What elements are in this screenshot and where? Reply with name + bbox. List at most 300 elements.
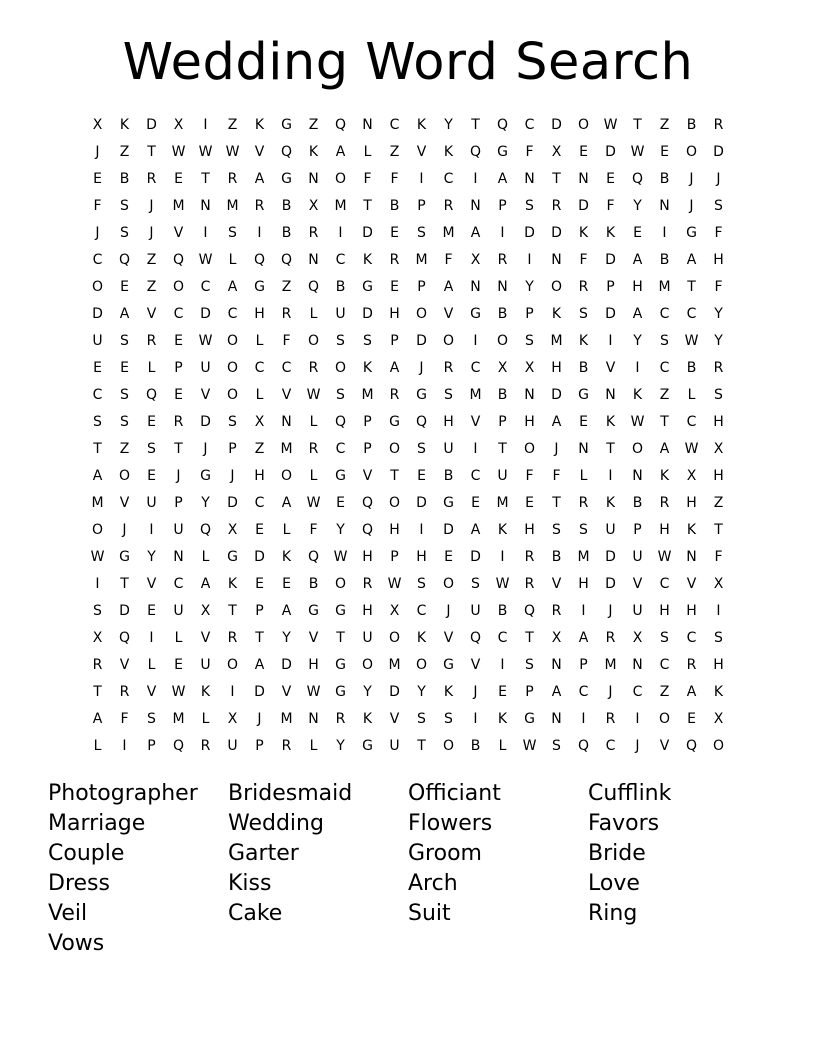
grid-letter: P xyxy=(606,279,615,295)
word-list-item: Cufflink xyxy=(588,781,672,806)
grid-letter: C xyxy=(200,279,211,295)
grid-letter: X xyxy=(173,117,184,133)
grid-letter: O xyxy=(226,387,239,403)
grid-letter: I xyxy=(230,684,235,700)
grid-letter: V xyxy=(146,576,157,592)
grid-letter: K xyxy=(713,684,724,700)
grid-letter: C xyxy=(389,117,400,133)
grid-letter: B xyxy=(497,387,508,403)
grid-letter: B xyxy=(389,198,400,214)
grid-letter: P xyxy=(255,603,264,619)
grid-letter: N xyxy=(551,711,562,727)
grid-letter: W xyxy=(171,684,186,700)
grid-letter: C xyxy=(686,306,697,322)
grid-letter: H xyxy=(524,522,535,538)
grid-letter: F xyxy=(93,198,102,214)
page-title: Wedding Word Search xyxy=(122,33,694,92)
grid-letter: A xyxy=(200,576,211,592)
word-list-item: Couple xyxy=(48,841,125,866)
grid-letter: N xyxy=(605,387,616,403)
grid-letter: K xyxy=(119,117,130,133)
grid-letter: E xyxy=(255,522,264,538)
grid-letter: R xyxy=(281,306,292,322)
grid-letter: G xyxy=(443,657,454,673)
grid-letter: V xyxy=(200,630,211,646)
grid-letter: U xyxy=(470,603,481,619)
grid-letter: D xyxy=(524,225,535,241)
grid-letter: W xyxy=(225,144,240,160)
grid-letter: C xyxy=(335,441,346,457)
grid-letter: S xyxy=(120,414,129,430)
grid-letter: R xyxy=(605,711,616,727)
grid-letter: Q xyxy=(118,630,131,646)
word-list-item: Ring xyxy=(588,901,638,926)
grid-letter: Q xyxy=(145,387,158,403)
grid-letter: L xyxy=(687,387,696,403)
grid-letter: P xyxy=(498,414,507,430)
grid-letter: Q xyxy=(253,252,266,268)
grid-letter: N xyxy=(308,711,319,727)
grid-letter: O xyxy=(388,495,401,511)
grid-letter: S xyxy=(444,387,453,403)
grid-letter: L xyxy=(255,387,264,403)
grid-letter: Z xyxy=(659,387,670,403)
grid-letter: K xyxy=(551,306,562,322)
grid-letter: D xyxy=(605,576,616,592)
grid-letter: K xyxy=(443,144,454,160)
grid-letter: M xyxy=(91,495,104,511)
grid-letter: P xyxy=(390,549,399,565)
grid-letter: Q xyxy=(469,630,482,646)
grid-letter: P xyxy=(525,684,534,700)
grid-letter: H xyxy=(389,522,400,538)
grid-letter: S xyxy=(660,333,669,349)
grid-letter: O xyxy=(334,171,347,187)
grid-letter: G xyxy=(254,279,265,295)
grid-letter: J xyxy=(203,441,208,457)
word-list-item: Garter xyxy=(228,841,299,866)
grid-letter: P xyxy=(579,657,588,673)
grid-letter: M xyxy=(496,495,509,511)
grid-letter: H xyxy=(632,279,643,295)
grid-letter: H xyxy=(362,549,373,565)
grid-letter: J xyxy=(446,603,451,619)
grid-row xyxy=(84,490,732,517)
grid-letter: D xyxy=(254,684,265,700)
grid-letter: B xyxy=(443,468,454,484)
grid-letter: R xyxy=(119,684,130,700)
grid-letter: R xyxy=(443,360,454,376)
grid-letter: F xyxy=(714,225,723,241)
word-list-item: Marriage xyxy=(48,811,146,836)
grid-letter: S xyxy=(228,414,237,430)
grid-letter: E xyxy=(174,333,183,349)
grid-letter: O xyxy=(226,333,239,349)
grid-letter: Q xyxy=(469,144,482,160)
grid-letter: A xyxy=(686,252,697,268)
grid-letter: N xyxy=(308,171,319,187)
grid-letter: C xyxy=(659,576,670,592)
grid-letter: M xyxy=(442,225,455,241)
grid-letter: O xyxy=(496,333,509,349)
grid-letter: S xyxy=(120,387,129,403)
grid-letter: X xyxy=(254,414,265,430)
grid-letter: J xyxy=(95,144,100,160)
grid-letter: C xyxy=(497,630,508,646)
grid-letter: C xyxy=(524,117,535,133)
word-list-item: Bride xyxy=(588,841,646,866)
grid-letter: A xyxy=(281,603,292,619)
grid-letter: R xyxy=(551,603,562,619)
grid-letter: M xyxy=(172,711,185,727)
grid-letter: V xyxy=(659,738,670,754)
grid-letter: P xyxy=(498,198,507,214)
grid-letter: E xyxy=(471,495,480,511)
grid-letter: D xyxy=(227,495,238,511)
grid-letter: U xyxy=(146,495,157,511)
grid-letter: A xyxy=(92,468,103,484)
grid-letter: E xyxy=(336,495,345,511)
grid-letter: O xyxy=(226,657,239,673)
grid-letter: A xyxy=(632,306,643,322)
word-list-item: Veil xyxy=(48,901,88,926)
grid-letter: K xyxy=(362,252,373,268)
grid-letter: G xyxy=(686,225,697,241)
grid-letter: X xyxy=(713,576,724,592)
grid-letter: Q xyxy=(280,252,293,268)
grid-letter: I xyxy=(203,117,208,133)
grid-letter: I xyxy=(608,333,613,349)
grid-letter: A xyxy=(92,711,103,727)
grid-letter: N xyxy=(362,117,373,133)
grid-letter: C xyxy=(92,252,103,268)
grid-letter: L xyxy=(309,738,318,754)
letter-grid xyxy=(84,112,732,760)
grid-letter: K xyxy=(416,117,427,133)
grid-letter: C xyxy=(227,306,238,322)
grid-letter: J xyxy=(716,171,721,187)
grid-letter: E xyxy=(633,225,642,241)
grid-letter: Y xyxy=(336,738,345,754)
grid-letter: L xyxy=(255,333,264,349)
grid-letter: S xyxy=(120,198,129,214)
grid-letter: B xyxy=(308,576,319,592)
grid-letter: W xyxy=(657,549,672,565)
grid-letter: L xyxy=(309,468,318,484)
grid-letter: K xyxy=(200,684,211,700)
grid-letter: R xyxy=(659,495,670,511)
grid-letter: W xyxy=(306,495,321,511)
grid-letter: X xyxy=(308,198,319,214)
grid-letter: O xyxy=(415,306,428,322)
grid-letter: Q xyxy=(415,414,428,430)
grid-letter: W xyxy=(630,414,645,430)
grid-letter: H xyxy=(659,603,670,619)
grid-letter: K xyxy=(362,360,373,376)
grid-letter: D xyxy=(119,603,130,619)
grid-letter: B xyxy=(470,738,481,754)
grid-letter: E xyxy=(147,468,156,484)
grid-letter: Q xyxy=(199,522,212,538)
grid-letter: M xyxy=(334,198,347,214)
grid-row xyxy=(84,166,732,193)
grid-letter: T xyxy=(660,414,669,430)
grid-letter: K xyxy=(497,522,508,538)
grid-letter: O xyxy=(388,630,401,646)
grid-letter: F xyxy=(714,279,723,295)
grid-letter: V xyxy=(389,711,400,727)
word-list-item: Vows xyxy=(48,931,105,956)
grid-letter: S xyxy=(471,576,480,592)
grid-letter: C xyxy=(659,306,670,322)
grid-letter: J xyxy=(257,711,262,727)
grid-letter: G xyxy=(335,684,346,700)
word-list-item: Kiss xyxy=(228,871,272,896)
grid-letter: R xyxy=(686,657,697,673)
grid-letter: S xyxy=(120,333,129,349)
grid-letter: T xyxy=(606,441,615,457)
grid-row xyxy=(84,436,732,463)
grid-letter: H xyxy=(443,414,454,430)
grid-letter: F xyxy=(714,549,723,565)
grid-letter: J xyxy=(95,225,100,241)
grid-letter: T xyxy=(390,468,399,484)
grid-letter: N xyxy=(524,387,535,403)
grid-letter: A xyxy=(254,171,265,187)
grid-letter: F xyxy=(579,252,588,268)
grid-letter: A xyxy=(443,279,454,295)
grid-letter: I xyxy=(257,225,262,241)
grid-letter: M xyxy=(388,657,401,673)
grid-letter: I xyxy=(581,603,586,619)
word-list-item: Suit xyxy=(408,901,451,926)
grid-letter: H xyxy=(659,522,670,538)
grid-letter: B xyxy=(659,252,670,268)
grid-letter: W xyxy=(306,387,321,403)
grid-letter: V xyxy=(119,657,130,673)
grid-letter: P xyxy=(363,441,372,457)
grid-letter: D xyxy=(551,387,562,403)
grid-letter: I xyxy=(473,171,478,187)
grid-letter: A xyxy=(389,360,400,376)
grid-letter: N xyxy=(281,414,292,430)
grid-letter: Z xyxy=(659,684,670,700)
grid-letter: S xyxy=(579,306,588,322)
grid-letter: D xyxy=(578,198,589,214)
grid-letter: V xyxy=(146,306,157,322)
grid-letter: H xyxy=(308,657,319,673)
grid-letter: A xyxy=(551,414,562,430)
grid-letter: J xyxy=(230,468,235,484)
grid-letter: E xyxy=(417,468,426,484)
grid-letter: O xyxy=(361,657,374,673)
grid-letter: C xyxy=(470,468,481,484)
grid-letter: P xyxy=(174,495,183,511)
grid-letter: N xyxy=(524,171,535,187)
grid-letter: H xyxy=(416,549,427,565)
grid-letter: U xyxy=(632,549,643,565)
grid-letter: T xyxy=(471,117,480,133)
grid-letter: I xyxy=(419,171,424,187)
grid-letter: W xyxy=(522,738,537,754)
grid-letter: D xyxy=(605,306,616,322)
grid-letter: L xyxy=(147,657,156,673)
grid-letter: I xyxy=(338,225,343,241)
grid-letter: U xyxy=(389,738,400,754)
grid-row xyxy=(84,409,732,436)
grid-letter: P xyxy=(417,198,426,214)
grid-letter: X xyxy=(92,117,103,133)
grid-letter: R xyxy=(146,171,157,187)
grid-row xyxy=(84,625,732,652)
grid-letter: Z xyxy=(308,117,319,133)
word-list-item: Wedding xyxy=(228,811,324,836)
grid-letter: T xyxy=(93,441,102,457)
grid-letter: R xyxy=(308,360,319,376)
grid-letter: Q xyxy=(280,144,293,160)
word-list-item: Dress xyxy=(48,871,110,896)
grid-letter: Y xyxy=(444,117,453,133)
word-list-item: Officiant xyxy=(408,781,501,806)
grid-letter: C xyxy=(578,684,589,700)
grid-letter: P xyxy=(147,738,156,754)
grid-letter: K xyxy=(281,549,292,565)
grid-letter: A xyxy=(659,441,670,457)
grid-letter: W xyxy=(603,117,618,133)
grid-letter: J xyxy=(176,468,181,484)
grid-letter: Q xyxy=(307,549,320,565)
grid-letter: D xyxy=(362,306,373,322)
grid-letter: E xyxy=(390,225,399,241)
grid-letter: Z xyxy=(119,144,130,160)
grid-letter: V xyxy=(254,144,265,160)
grid-letter: G xyxy=(200,468,211,484)
grid-letter: G xyxy=(578,387,589,403)
grid-letter: O xyxy=(91,279,104,295)
grid-letter: N xyxy=(578,441,589,457)
grid-letter: U xyxy=(605,522,616,538)
grid-letter: Y xyxy=(147,549,156,565)
grid-letter: D xyxy=(551,117,562,133)
grid-letter: R xyxy=(551,198,562,214)
grid-letter: O xyxy=(631,441,644,457)
grid-letter: W xyxy=(333,549,348,565)
grid-letter: H xyxy=(713,468,724,484)
grid-letter: N xyxy=(470,279,481,295)
grid-letter: S xyxy=(336,333,345,349)
grid-letter: S xyxy=(714,198,723,214)
grid-letter: O xyxy=(334,576,347,592)
grid-letter: G xyxy=(281,171,292,187)
grid-letter: K xyxy=(497,711,508,727)
grid-letter: Z xyxy=(389,144,400,160)
grid-letter: S xyxy=(417,711,426,727)
grid-letter: X xyxy=(200,603,211,619)
grid-letter: S xyxy=(417,225,426,241)
grid-letter: T xyxy=(498,441,507,457)
grid-letter: G xyxy=(335,603,346,619)
grid-letter: M xyxy=(280,441,293,457)
grid-letter: K xyxy=(605,414,616,430)
grid-letter: V xyxy=(416,144,427,160)
grid-letter: E xyxy=(120,279,129,295)
grid-letter: Y xyxy=(714,306,723,322)
grid-letter: O xyxy=(91,522,104,538)
grid-letter: M xyxy=(550,333,563,349)
grid-letter: D xyxy=(146,117,157,133)
grid-letter: N xyxy=(497,279,508,295)
grid-letter: Y xyxy=(336,522,345,538)
grid-letter: T xyxy=(147,144,156,160)
grid-letter: H xyxy=(686,495,697,511)
grid-letter: Z xyxy=(659,117,670,133)
grid-letter: I xyxy=(635,711,640,727)
grid-letter: C xyxy=(173,306,184,322)
grid-letter: H xyxy=(362,603,373,619)
grid-letter: Q xyxy=(118,252,131,268)
grid-row xyxy=(84,463,732,490)
grid-letter: E xyxy=(660,144,669,160)
grid-letter: S xyxy=(228,225,237,241)
grid-letter: L xyxy=(228,252,237,268)
grid-letter: T xyxy=(201,171,210,187)
grid-letter: S xyxy=(714,630,723,646)
grid-row xyxy=(84,517,732,544)
grid-letter: J xyxy=(635,738,640,754)
grid-letter: F xyxy=(525,468,534,484)
grid-row xyxy=(84,355,732,382)
grid-letter: T xyxy=(714,522,723,538)
grid-letter: E xyxy=(120,360,129,376)
grid-letter: Z xyxy=(713,495,724,511)
grid-row xyxy=(84,328,732,355)
grid-letter: B xyxy=(281,198,292,214)
grid-letter: V xyxy=(362,468,373,484)
grid-letter: I xyxy=(500,549,505,565)
grid-letter: T xyxy=(363,198,372,214)
grid-letter: G xyxy=(443,495,454,511)
grid-letter: R xyxy=(254,198,265,214)
word-list-item: Bridesmaid xyxy=(228,781,353,806)
grid-letter: A xyxy=(335,144,346,160)
grid-letter: B xyxy=(632,495,643,511)
grid-letter: E xyxy=(687,711,696,727)
grid-letter: X xyxy=(551,144,562,160)
grid-letter: N xyxy=(659,198,670,214)
grid-row xyxy=(84,544,732,571)
grid-letter: R xyxy=(308,225,319,241)
grid-letter: A xyxy=(281,495,292,511)
grid-letter: E xyxy=(93,171,102,187)
grid-letter: N xyxy=(551,252,562,268)
grid-letter: W xyxy=(684,333,699,349)
grid-letter: Y xyxy=(201,495,210,511)
grid-letter: F xyxy=(444,252,453,268)
grid-letter: D xyxy=(92,306,103,322)
grid-letter: V xyxy=(173,225,184,241)
grid-letter: G xyxy=(524,711,535,727)
grid-letter: D xyxy=(713,144,724,160)
grid-letter: F xyxy=(120,711,129,727)
grid-letter: X xyxy=(470,252,481,268)
grid-letter: R xyxy=(362,576,373,592)
grid-letter: C xyxy=(335,252,346,268)
grid-letter: W xyxy=(90,549,105,565)
grid-letter: F xyxy=(282,333,291,349)
grid-letter: I xyxy=(608,468,613,484)
grid-letter: B xyxy=(497,306,508,322)
grid-letter: T xyxy=(552,495,561,511)
